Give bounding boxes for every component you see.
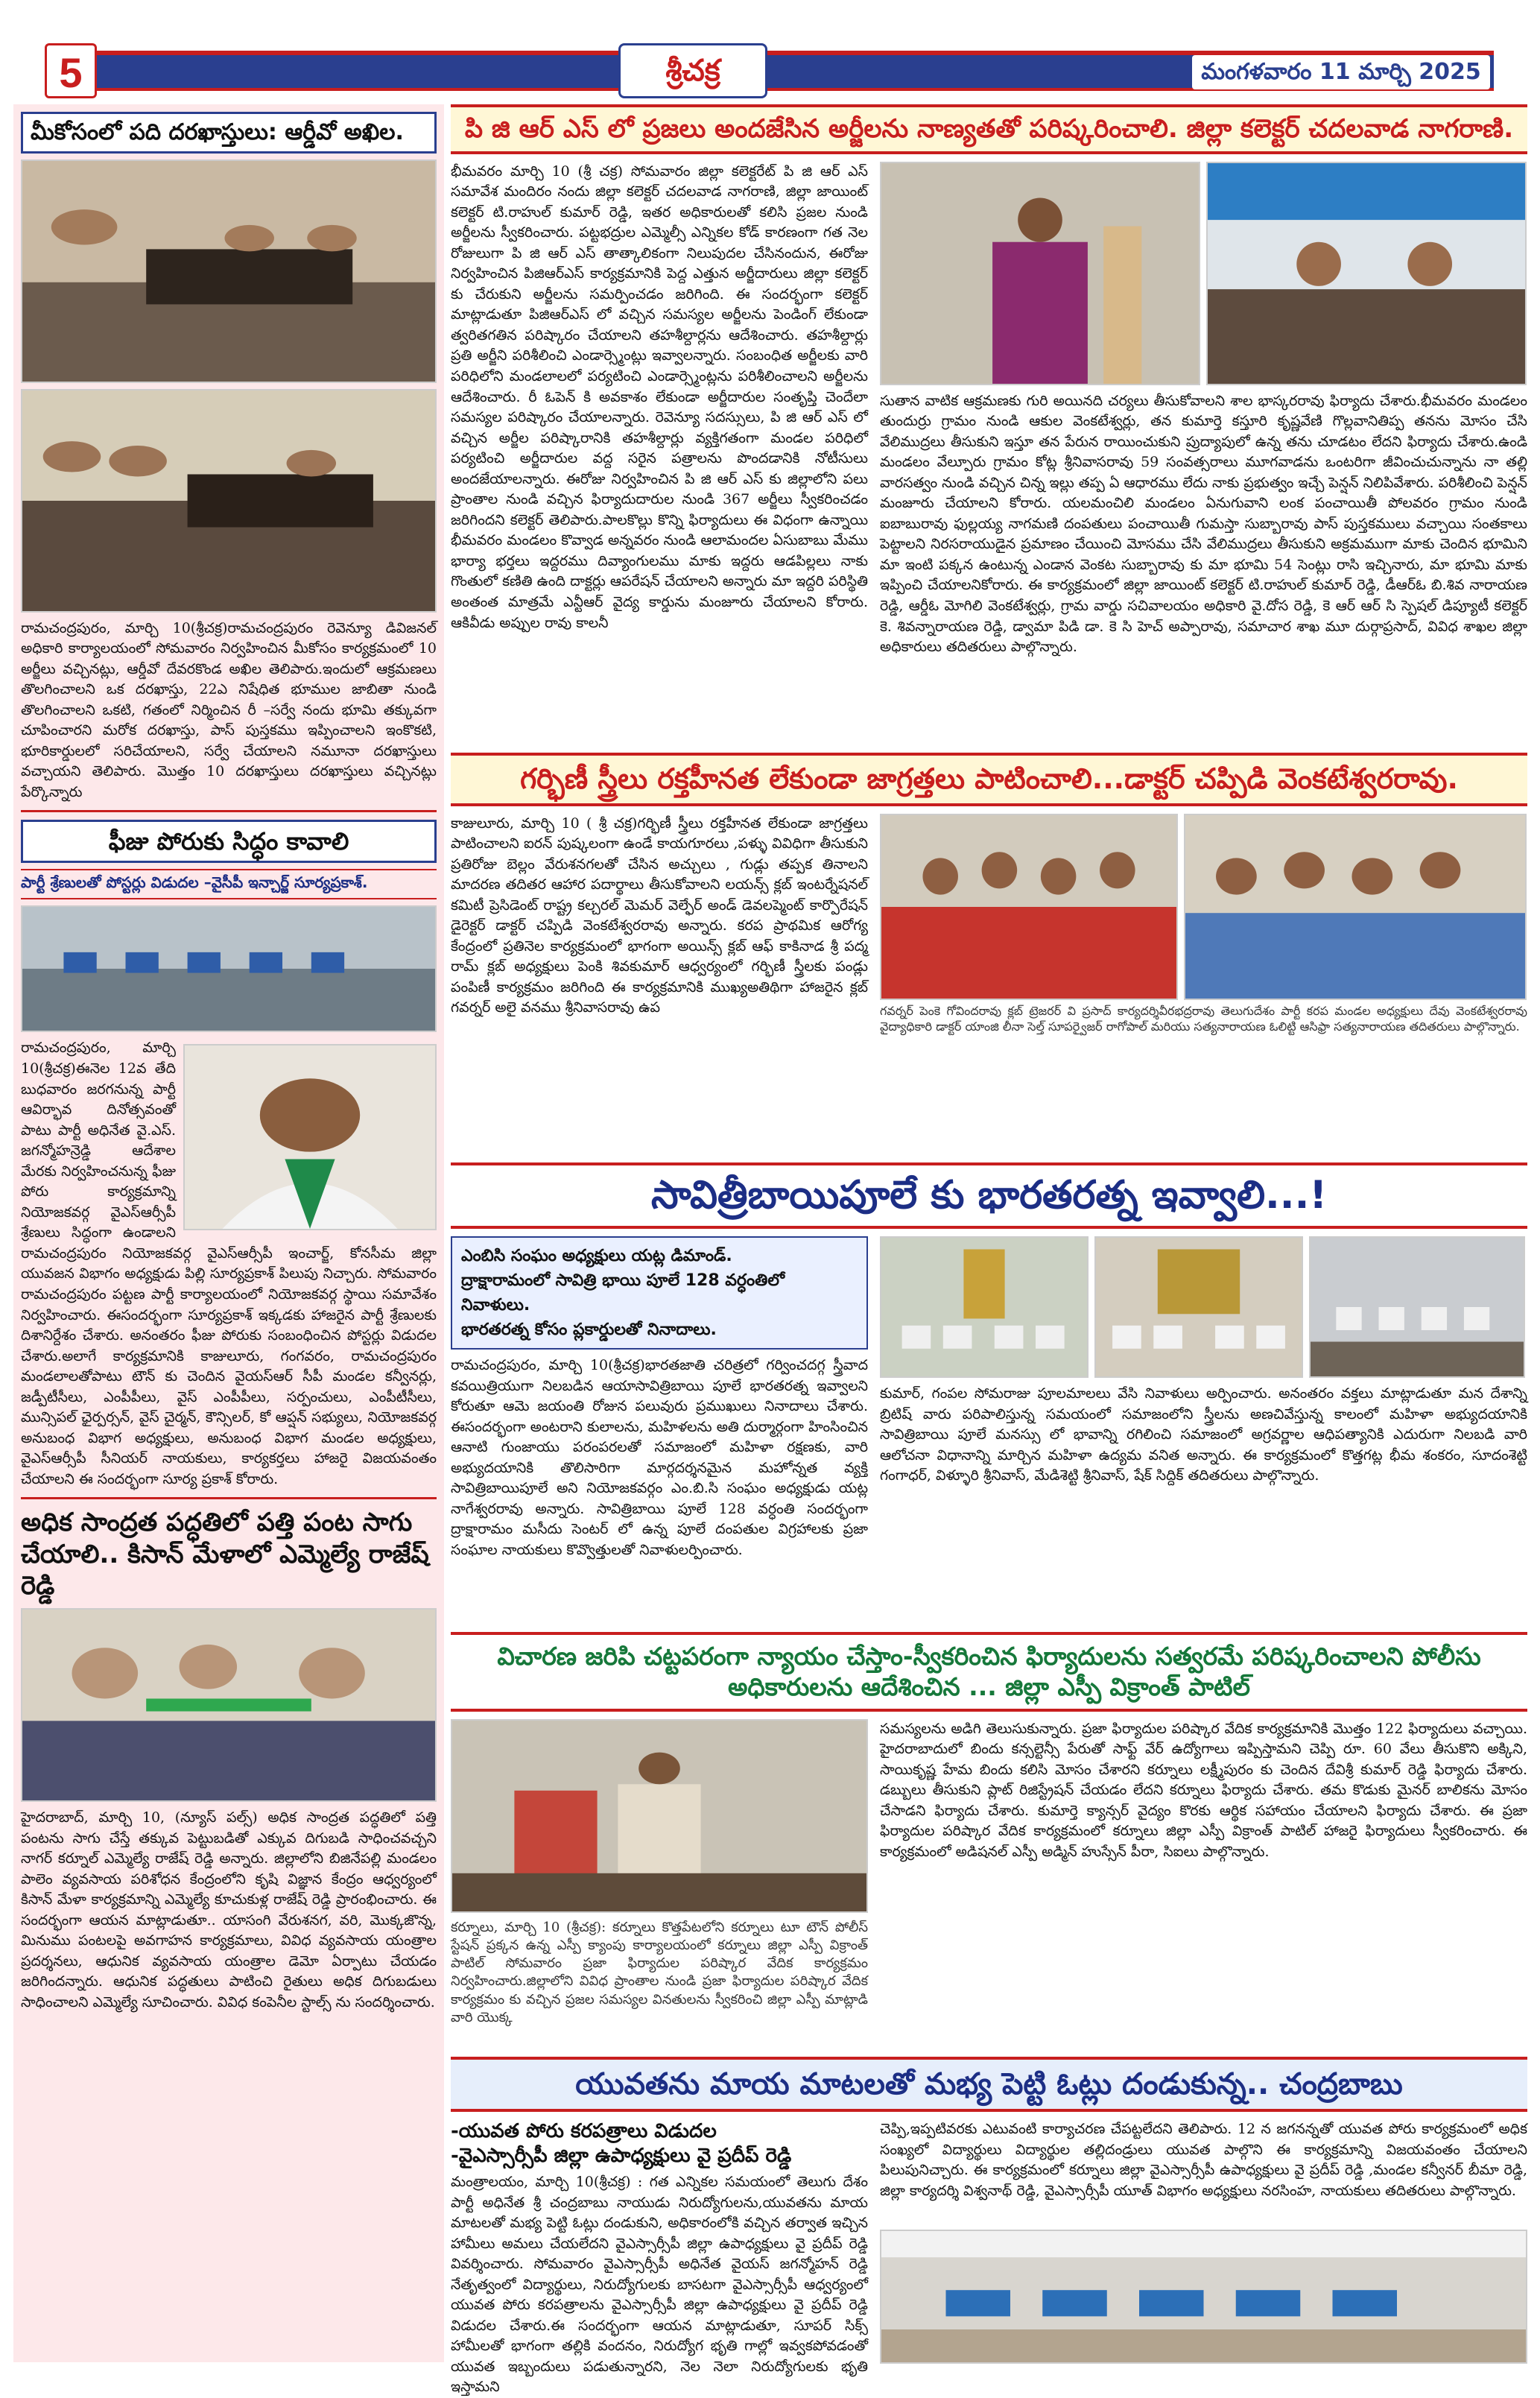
headline-banner bbox=[451, 1162, 1527, 1229]
subheadline: -యువత పోరు కరపత్రాలు విడుదల bbox=[451, 2120, 717, 2142]
photo bbox=[21, 905, 437, 1032]
left-story-1 bbox=[21, 112, 437, 803]
subheadline: పార్టీ శ్రేణులతో పోస్టర్లు విడుదల –వైసీపీ ఇన్చార్జ్ సూర్యప్రకాశ్. bbox=[21, 869, 437, 899]
headline-banner bbox=[451, 753, 1527, 806]
article-body: హైదరాబాద్, మార్చి 10, (న్యూస్ పల్స్) అధిక సాంద్రత పద్ధతిలో పత్తి పంటను సాగు చేస్తే తక్కువ పెట్టుబడితో ఎక్కువ దిగుబడి సాధించవచ్చని నాగర్ కర్నూల్ ఎమ్మెల్యే రాజేష్ రెడ్డి అన్నారు. జిల్లాలోని బిజినేపల్లి మండలం పాలెం వ్యవసాయ పరిశోధన కేంద్రంలోని కృషి విజ్ఞాన కేంద్రం ఆధ్వర్యంలో కిసాన్ మేళా కార్యక్రమాన్ని ఎమ్మెల్యే కూచుకుళ్ల రాజేష్ రెడ్డి ప్రారంభించారు. ఈ సందర్భంగా ఆయన మాట్లాడుతూ.. యాసంగి వేరుశనగ, వరి, మొక్కజొన్న, మినుము పంటలపై అవగాహన కార్యక్రమాలు, వివిధ వ్యవసాయ యంత్రాల ప్రదర్శనలు, ఆధునిక వ్యవసాయ యంత్రాల డెమో ఏర్పాటు చేయడం జరిగిందన్నారు. ఆధునిక పద్ధతులు పాటించి రైతులు అధిక దిగుబడులు సాధించాలని ఎమ్మెల్యే సూచించారు. వివిధ కంపెనీల స్టాల్స్ ను సందర్శించారు. bbox=[21, 1809, 437, 2011]
photo bbox=[880, 2230, 1527, 2364]
story-row bbox=[451, 1236, 1527, 1639]
headline-banner bbox=[451, 2057, 1527, 2112]
story-right bbox=[880, 814, 1527, 1134]
headline: మీకోసంలో పది దరఖాస్తులు: ఆర్డీవో అఖిల. bbox=[21, 112, 437, 154]
article-body: భీమవరం మార్చి 10 (శ్రీ చక్ర) సోమవారం జిల్లా కలెక్టరేట్ పి జి ఆర్ ఎస్ సమావేశ మందిరం నందు జిల్లా కలెక్టర్ చదలవాడ నాగరాణి, జిల్లా జాయింట్ కలెక్టర్ టి.రాహుల్ కుమార్ రెడ్డి, ఇతర అధికారులతో కలిసి ప్రజల నుండి అర్జీలను స్వీకరించారు. పట్టభద్రుల ఎమ్మెల్సీ ఎన్నికల కోడ్ కారణంగా గత నెల రోజులుగా పి జి ఆర్ ఎస్ తాత్కాలికంగా నిలుపుదల చేసినందున, ఈరోజు నిర్వహించిన పిజిఆర్ఎస్ కార్యక్రమానికి పెద్ద ఎత్తున అర్జీదారులు జిల్లా కలెక్టర్ కు చేరుకుని అర్జీలను సమర్పించడం జరిగింది. ఈ సందర్భంగా కలెక్టర్ మాట్లాడుతూ పిజిఆర్ఎస్ లో వచ్చిన సమస్యల అర్జీలను పెండింగ్ లేకుండా త్వరితగతిన పరిష్కారం చేయాలని తహశీల్దార్లను ఆదేశించారు. తహశీల్దార్లు ప్రతి అర్జీని పరిశీలించి ఎండార్స్మెంట్లు ఇవ్వాలన్నారు. సంబంధిత అర్జీలకు వారి పరిధిలోని మండలాలలో పర్యటించి ఎండార్స్మెంట్లను పరిశీలించాలని అర్జీలను ఆదేశించారు. రీ ఓపెన్ కి అవకాశం లేకుండా అర్జీదారుల సంతృప్తి చెందేలా సమస్యల పరిష్కారం చేయాలన్నారు. రెవెన్యూ సదస్సులు, పి జి ఆర్ ఎస్ లో వచ్చిన అర్జీల పరిష్కారానికి తహశీల్దార్లు వ్యక్తిగతంగా మండల పరిధిలో పర్యటించి అర్జీదారుల వద్ద సరైన పత్రాలను పొందడానికి నోటీసులు అందజేయాలన్నారు. ఈరోజు నిర్వహించిన పి జి ఆర్ ఎస్ కు జిల్లాలోని పలు ప్రాంతాల నుండి వచ్చిన ఫిర్యాదుదారుల నుండి 367 అర్జీలు స్వీకరించడం జరిగిందని కలెక్టర్ తెలిపారు.పాలకొల్లు కొన్ని ఫిర్యాదులు ఈ విధంగా ఉన్నాయి భీమవరం మండలం కొవ్వాడ అన్నవరం నుండి ఆలామందల ఏసుబాబు మేము భార్యా భర్తలు ఇద్దరము దివ్యాంగులము మాకు ఇద్దరు ఆడపిల్లలు నాకు గొంతులో కణితి ఉంది దాక్టర్లు ఆపరేషన్ చేయాలని అన్నారు మా ఇద్దరి పరిస్థితి అంతంత మాత్రమే ఎన్టీఆర్ వైద్య కార్డును మంజూరు చేయాలని కోరారు. ఆకివీడు అప్పుల రావు కాలనీ bbox=[451, 162, 868, 631]
story-right bbox=[880, 162, 1527, 743]
story-row bbox=[451, 2119, 1527, 2396]
article-body: కాజులూరు, మార్చి 10 ( శ్రీ చక్ర)గర్భిణీ స్త్రీలు రక్తహీనత లేకుండా జాగ్రత్తలు పాటించాలని ఐరన్ పుష్కలంగా ఉండే కాయగూరలు ,పళ్ళు వివిధిగా తీసుకుని ప్రతిరోజు బెల్లం వేరుశనగలతో చేసిన అచ్చులు , గుడ్లు తప్పక తినాలని మాదరణ తదితర ఆహార పదార్థాలు తీసుకోవాలని లయన్స్ క్లబ్ ఇంటర్నేషనల్ కమిటీ ప్రెసిడెంట్ రాష్ట్ర కల్చరల్ మెమర్ వెల్ఫేర్ అండ్ డెవలప్మెంట్ కార్పొరేషన్ డైరెక్టర్ డాక్టర్ చప్పిడి వెంకటేశ్వరరావు అన్నారు. కరప ప్రాథమిక ఆరోగ్య కేంద్రంలో ప్రతినెల కార్యక్రమంలో భాగంగా అయిన్స్ క్లబ్ ఆఫ్ కాకినాడ శ్రీ పద్మ రామ్ క్లబ్ అధ్యక్షులు పెంకి శివకుమార్ ఆధ్వర్యంలో గర్భిణీ స్త్రీలకు పండ్లు పంపిణీ కార్యక్రమం జరిగింది ఈ కార్యక్రమానికి ముఖ్యఅతిథిగా హాజరైన క్లబ్ గవర్నర్ అలై వనము శ్రీనివాసరావు ఉప bbox=[451, 814, 868, 1016]
headline: ఫీజు పోరుకు సిద్ధం కావాలి bbox=[21, 820, 437, 863]
highlight: భారతరత్న కోసం ప్లకార్డులతో నినాదాలు. bbox=[461, 1320, 717, 1339]
left-story-3 bbox=[21, 1507, 437, 2013]
photo bbox=[21, 159, 437, 383]
left-column bbox=[13, 104, 444, 2362]
headline: గర్భిణీ స్త్రీలు రక్తహీనత లేకుండా జాగ్రత్తలు పాటించాలి...డాక్టర్ చప్పిడి వెంకటేశ్వరరావు. bbox=[520, 762, 1458, 795]
headline-banner bbox=[451, 104, 1527, 154]
story-left bbox=[451, 1236, 868, 1639]
photo bbox=[21, 389, 437, 613]
story-right bbox=[880, 1236, 1527, 1639]
article-body: సమస్యలను అడిగి తెలుసుకున్నారు. ప్రజా ఫిర్యాదుల పరిష్కార వేదిక కార్యక్రమానికి మొత్తం 122 ఫిర్యాదులు వచ్చాయి. హైదరాబాదులో బిందు కన్సల్టెన్సీ పేరుతో సాఫ్ట్ వేర్ ఉద్యోగాలు ఇప్పిస్తామని చెప్పి రూ. 60 వేలు తీసుకొని అక్కిని, సాయికృష్ణ హేమ బిందు కలిసి మోసం చేశారని కర్నూలు లక్ష్మీపురం కు చెందిన దేవిశ్రీ కుమార్ రెడ్డి ఫిర్యాదు చేశారు. డబ్బులు తీసుకుని ప్లాట్ రిజిస్ట్రేషన్ చేయడం లేదని కర్నూలు ఫిర్యాదు చేశారు. తమ కొడుకు మైనర్ బాలికను మోసం చేసాడని ఫిర్యాదు చేశారు. కుమార్తె క్యాన్సర్ వైద్యం కొరకు ఆర్థిక సహాయం చేయాలని ఫిర్యాదు చేశారు. ఈ ప్రజా ఫిర్యాదుల పరిష్కార వేదిక కార్యక్రమంలో కర్నూలు జిల్లా ఎస్పీ విక్రాంత్ పాటిల్ హాజరై ఫిర్యాదులు స్వీకరించారు. ఈ కార్యక్రమంలో అడిషనల్ ఎస్పీ అడ్మిన్ హుస్సేన్ పీరా, సిఐలు పాల్గొన్నారు. bbox=[880, 1720, 1527, 1860]
photo bbox=[451, 1719, 868, 1913]
photo bbox=[1309, 1236, 1525, 1378]
main-story-3 bbox=[451, 1162, 1527, 1624]
main-area bbox=[451, 104, 1527, 2396]
portrait-photo bbox=[183, 1044, 437, 1230]
article-body-continued: చెప్పి,ఇప్పటివరకు ఎటువంటి కార్యాచరణ చేపట్టలేదని తెలిపారు. 12 న జగనన్నతో యువత పోరు కార్యక్రమంలో అధిక సంఖ్యలో విద్యార్థులు విద్యార్థుల తల్లిదండ్రులు యువత పాల్గొని ఈ కార్యక్రమాన్ని విజయవంతం చేయాలని పిలుపునిచ్చారు. ఈ కార్యక్రమంలో కర్నూలు జిల్లా వైఎస్సార్సీపీ ఉపాధ్యక్షులు వై ప్రదీప్ రెడ్డి ,మండల కన్వీనర్ బీమా రెడ్డి, జిల్లా కార్యదర్శి విశ్వనాథ్ రెడ్డి, వైఎస్సార్సీపీ యూత్ విభాగం అధ్యక్షులు నరసింహ, నాయకులు తదితరులు పాల్గొన్నారు. bbox=[880, 2121, 1527, 2199]
story-left bbox=[451, 1719, 868, 2077]
photo-caption: గవర్నర్ పెంకె గోవిందరావు క్లబ్ ట్రెజరర్ వి ప్రసాద్ కార్యదర్శివీరభద్రరావు తెలుగుదేశం పార్టీ కరప మండల అధ్యక్షులు దేవు వెంకటేశ్వరరావు వైద్యాధికారి డాక్టర్ యాంజి లీనా సెల్త్ సూపర్వైజర్ రాగోపాల్ మరియు సత్యనారాయణ ఓలిట్టి ఆసిఫ్రా సత్యనారాయణ తదితరులు పాల్గొన్నారు. bbox=[880, 1003, 1527, 1034]
photo bbox=[880, 814, 1178, 1000]
headline: పి జి ఆర్ ఎస్ లో ప్రజలు అందజేసిన అర్జీలను నాణ్యతతో పరిష్కరించాలి. జిల్లా కలెక్టర్ చదలవాడ నాగరాణి. bbox=[464, 114, 1514, 144]
page-number: 5 bbox=[45, 43, 97, 98]
newspaper-logo: శ్రీచక్ర bbox=[618, 43, 767, 98]
photo-row bbox=[880, 814, 1527, 1000]
main-story-2 bbox=[451, 753, 1527, 1155]
photo bbox=[880, 162, 1200, 385]
article-body: రామచంద్రపురం, మార్చి 10(శ్రీచక్ర)భారతజాతి చరిత్రలో గర్వించదగ్గ స్త్రీవాద కవయిత్రియుగా నిలబడిన ఆయాసావిత్రిబాయి పూలే భారతరత్న ఇవ్వాలని కోరుతూ ఆమె జయంతి రోజున పలువురు ప్రముఖులు నినాదాలు చేశారు. ఈసందర్భంగా అంటరాని కులాలను, మహిళలను అతి దుర్మార్గంగా హింసించిన ఆనాటి గుంజాయు పరంపరలతో సమాజంలో మహిళా రక్షణకు, వారి అభ్యుదయానికి తొలిసారిగా మార్గదర్శనమైన మహోన్నత వ్యక్తి సావిత్రిబాయిపూలే అని నియోజకవర్గం ఎం.బి.సి సంఘం అధ్యక్షుడు యట్ల నాగేశ్వరరావు అన్నారు. సావిత్రిబాయి పూలే 128 వర్ధంతి సందర్భంగా ద్రాక్షారామం మసీదు సెంటర్ లో ఉన్న పూలే దంపతుల విగ్రహాలకు ప్రజా సంఘాల నాయకులు కొవ్వొత్తులతో నివాళులర్పించారు. bbox=[451, 1357, 868, 1558]
main-story-4 bbox=[451, 1632, 1527, 2049]
photo-row bbox=[880, 162, 1527, 385]
photo bbox=[880, 1236, 1089, 1378]
left-story-2 bbox=[21, 820, 437, 1490]
highlight: ఎంబిసి సంఘం అధ్యక్షులు యట్ల డిమాండ్. bbox=[461, 1247, 732, 1265]
photo bbox=[1094, 1236, 1303, 1378]
subheadline: -వైఎస్సార్సీపీ జిల్లా ఉపాధ్యక్షులు వై ప్రదీప్ రెడ్డి bbox=[451, 2144, 792, 2167]
photo bbox=[1206, 162, 1527, 385]
headline: అధిక సాంద్రత పద్ధతిలో పత్తి పంట సాగు చేయాలి.. కిసాన్ మేళాలో ఎమ్మెల్యే రాజేష్ రెడ్డి bbox=[21, 1508, 429, 1601]
highlight: ద్రాక్షారామంలో సావిత్రి భాయి పూలే 128 వర్ధంతిలో నివాళులు. bbox=[461, 1271, 785, 1315]
divider bbox=[21, 1497, 437, 1499]
article-body-continued: కుమార్, గంపల సోమరాజు పూలమాలలు వేసి నివాళులు అర్పించారు. అనంతరం వక్తలు మాట్లాడుతూ మన దేశాన్ని బ్రిటిష్ వారు పరిపాలిస్తున్న సమయంలో సమాజంలోని స్త్రీలను అణచివేస్తున్న కాలంలో మహిళా అభ్యుదయానికి సావిత్రిబాయి పూలే మనస్సు లో భావాన్ని రగిలించి సమాజంలో అగ్రవర్ణాల ఆధిపత్యానికి ఎదురుగా నిలబడి వారి ఆలోచనా విధానాన్ని మార్చిన మహిళా ఉద్యమ వనిత అన్నారు. ఈ కార్యక్రమంలో కొత్తగట్ల భీమ శంకరం, సూదంశెట్టి గంగాధర్, విళ్ళూరి శ్రీనివాస్, మేడిశెట్టి శ్రీనివాస్, షేక్ సిద్దిక్ తదితరులు పాల్గొన్నారు. bbox=[880, 1385, 1527, 1484]
article-body: రామచంద్రపురం, మార్చి 10(శ్రీచక్ర)రామచంద్రపురం రెవెన్యూ డివిజనల్ అధికారి కార్యాలయంలో సోమవారం నిర్వహించిన మీకోసం కార్యక్రమంలో 10 అర్జీలు వచ్చినట్లు, ఆర్డీవో దేవరకొండ అఖిల తెలిపారు.ఇందులో ఆక్రమణలు తొలగించాలని ఒక దరఖాస్తు, 22ఎ నిషేధిత భూముల జాబితా నుండి తొలగించాలని ఒకటి, గతంలో నిర్మించిన రీ –సర్వే నందు భూమి తక్కువగా చూపించారని మరోక దరఖాస్తు, పాస్ పుస్తకము ఇప్పించాలని ఇంకొకటి, భూరికార్డులలో సరిచేయాలని, సర్వే చేయాలని నమూనా దరఖాస్తులు వచ్చాయని తెలిపారు. మొత్తం 10 దరఖాస్తులు దరఖాస్తులు వచ్చినట్లు పేర్కొన్నారు bbox=[21, 619, 437, 800]
photo bbox=[1184, 814, 1527, 1000]
headline: యువతను మాయ మాటలతో మభ్య పెట్టి ఓట్లు దండుకున్న.. చంద్రబాబు bbox=[575, 2067, 1403, 2101]
photo-row bbox=[880, 1236, 1527, 1378]
story-row bbox=[451, 162, 1527, 743]
story-left bbox=[451, 2119, 868, 2396]
article-body: మంత్రాలయం, మార్చి 10(శ్రీచక్ర) : గత ఎన్నికల సమయంలో తెలుగు దేశం పార్టీ అధినేత శ్రీ చంద్రబాబు నాయుడు నిరుద్యోగులను,యువతను మాయ మాటలతో మభ్య పెట్టి ఓట్లు దండుకుని, అధికారంలోకి వచ్చిన తర్వాత ఇచ్చిన హామీలు అమలు చేయలేదని వైఎస్సార్సీపీ జిల్లా ఉపాధ్యక్షులు వై ప్రదీప్ రెడ్డి వివర్శించారు. సోమవారం వైఎస్సార్సీపీ అధినేత వైయస్ జగన్మోహన్ రెడ్డి నేతృత్వంలో విద్యార్థులు, నిరుద్యోగులకు బాసటగా వైఎస్సార్సీపీ ఆధ్వర్యంలో యువత పోరు కరపత్రాలను వైఎస్సార్సీపీ జిల్లా ఉపాధ్యక్షులు వై ప్రదీప్ రెడ్డి విడుదల చేశారు.ఈ సందర్భంగా ఆయన మాట్లాడుతూ, సూపర్ సిక్స్ హామీలతో భాగంగా తల్లికి వందనం, నిరుద్యోగ భృతి గాల్లో ఇవ్వకపోవడంతో యువత ఇబ్బందులు పడుతున్నారని, నెల నెలా నిరుద్యోగులకు భృతి ఇస్తామని bbox=[451, 2174, 868, 2396]
photo bbox=[21, 1608, 437, 1802]
divider bbox=[21, 810, 437, 812]
headline-banner bbox=[451, 1632, 1527, 1712]
headline: సావిత్రీబాయిపూలే కు భారతరత్న ఇవ్వాలి...! bbox=[650, 1173, 1328, 1218]
story-row bbox=[451, 814, 1527, 1134]
headline: విచారణ జరిపి చట్టపరంగా న్యాయం చేస్తాం-స్వీకరించిన ఫిర్యాదులను సత్వరమే పరిష్కరించాలని పోలీసు అధికారులను ఆదేశించిన ... జిల్లా ఎస్పీ విక్రాంత్ పాటిల్ bbox=[497, 1642, 1481, 1702]
main-story-1 bbox=[451, 104, 1527, 745]
highlights-box bbox=[451, 1236, 868, 1350]
main-story-5 bbox=[451, 2057, 1527, 2396]
photo-caption: కర్నూలు, మార్చి 10 (శ్రీచక్ర): కర్నూలు కొత్తపేటలోని కర్నూలు టూ టౌన్ పోలీస్ స్టేషన్ ప్రక్కన ఉన్న ఎస్పీ క్యాంపు కార్యాలయంలో కర్నూలు జిల్లా ఎస్పీ విక్రాంత్ పాటిల్ సోమవారం ప్రజా ఫిర్యాదుల పరిష్కార వేదిక కార్యక్రమం నిర్వహించారు.జిల్లాలోని వివిధ ప్రాంతాల నుండి ప్రజా ఫిర్యాదుల పరిష్కార వేదిక కార్యక్రమం కు వచ్చిన ప్రజల సమస్యల వినతులను స్వీకరించి జిల్లా ఎస్పీ మాట్లాడి వారి యొక్క bbox=[451, 1919, 868, 2025]
article-body: రామచంద్రపురం, మార్చి 10(శ్రీచక్ర)ఈనెల 12వ తేది బుధవారం జరగనున్న పార్టీ ఆవిర్భావ దినోత్సవంతో పాటు పార్టీ అధినేత వై.ఎస్. జగన్మోహన్రెడ్డి ఆదేశాల మేరకు నిర్వహించనున్న ఫీజు పోరు కార్యక్రమాన్ని నియోజకవర్గ వైఎస్ఆర్సీపీ శ్రేణులు సిద్ధంగా ఉండాలని రామచంద్రపురం నియోజకవర్గ వైఎస్ఆర్సీపీ ఇంచార్జ్, కోనసీమ జిల్లా యువజన విభాగం అధ్యక్షుడు పిల్లి సూర్యప్రకాశ్ పిలుపు నిచ్చారు. సోమవారం రామచంద్రపురం పట్టణ పార్టీ కార్యాలయంలో నియోజకవర్గ స్థాయి సమావేశం నిర్వహించారు. ఈసందర్భంగా సూర్యప్రకాశ్ ఇక్కడకు హాజరైన పార్టీ శ్రేణులకు దిశానిర్దేశం చేశారు. అనంతరం ఫీజు పోరుకు సంబంధించిన పోస్టర్లు విడుదల చేశారు.అలాగే కార్యక్రమానికి కాజులూరు, గంగవరం, రామచంద్రపురం మండలాలతోపాటు టౌన్ కు చెందిన వైయస్ఆర్ సీపీ మండల కన్వీనర్లు, జడ్పీటీసీలు, ఎంపీపీలు, వైస్ ఎంపీపీలు, సర్పంచులు, ఎంపీటీసీలు, మున్సిపల్ ఛైర్పర్సన్, వైస్ చైర్మన్, కౌన్సిలర్, కో ఆప్షన్ సభ్యులు, నియోజకవర్గ అనుబంధ విభాగ అధ్యక్షులు, అనుబంధ విభాగ మండల అధ్యక్షులు, వైఎస్ఆర్సీపీ సీనియర్ నాయకులు, కార్యకర్తలు హాజరై విజయవంతం చేయాలని ఈ సందర్భంగా సూర్య ప్రకాశ్ కోరారు. bbox=[21, 1040, 437, 1487]
issue-date: మంగళవారం 11 మార్చి 2025 bbox=[1192, 55, 1490, 89]
story-row bbox=[451, 1719, 1527, 2077]
article-body-continued: సుతాన వాటిక ఆక్రమణకు గురి అయినది చర్యలు తీసుకోవాలని శాల భాస్కరరావు ఫిర్యాదు చేశారు.భీమవరం మండలం తుందుర్రు గ్రామం నుండి ఆకుల వెంకటేశ్వర్లు, తన కుమార్తె కస్తూరి కృష్ణవేణి గొల్లవానితిప్ప తనను మోసం చేసి వేలిముద్రలు తీసుకుని ఇస్తూ తన పేరున రాయించుకుని ప్రుద్యాపులో ఉన్న తను చూడటం లేదని ఫిర్యాదు చేశారు.ఉండి మండలం వేల్పూరు గ్రామం కోట్ల శ్రీనివాసరావు 59 సంవత్సరాలు మూగవాడను ఒంటరిగా జీవించుచున్నాను నా తల్లి వారసత్వం నుండి వచ్చిన చిన్న ఇల్లు తప్ప ఏ ఆధారము లేదు నాకు ప్రభుత్వం ఇచ్చే పెన్షన్ నిలిపివేశారు. పరిశీలించి పెన్షన్ మంజూరు చేయాలని కోరారు. యలమంచిలి మండలం ఏనుగువాని లంక పంచాయితీ పోలవరం గ్రామం నుండి ఐబాబురావు ఫుల్లయ్య నాగమణి దంపతులు పంచాయితీ గుమస్తా సుబ్బారావు పాస్ పుస్తకములు వచ్చాయి సంతకాలు పెట్టాలని నిరసరాయుడైన ప్రమాణం చేయించి మోసము చేసి వేలిముద్రలు తీసుకుని అక్రమముగా మాకు చెందిన భూమిని మా ఇంటి పక్కన ఉంటున్న ఎండాన వెంకట సుబ్బారావు కు మా భూమి 54 సెంట్లు రాసి ఇచ్చినారు, మా భూమి మాకు ఇప్పించి చేయాలనికోరారు. ఈ కార్యక్రమంలో జిల్లా జాయింట్ కలెక్టర్ టి.రాహుల్ కుమార్ రెడ్డి, డీఆర్ఓ బి.శివ నారాయణ రెడ్డి, ఆర్డీఓ మోగిలి వెంకటేశ్వర్లు, గ్రామ వార్డు సచివాలయం అధికారి వై.దోస రెడ్డి, కె ఆర్ ఆర్ సి స్పెషల్ డిప్యూటీ కలెక్టర్ కె. శివన్నారాయణ రెడ్డి, డ్వామా పిడి డా. కె సి హెచ్ అప్పారావు, సమాచార శాఖ మూ దుర్గాప్రసాద్, వివిధ శాఖల జిల్లా అధికారులు తదితరులు పాల్గొన్నారు. bbox=[880, 392, 1527, 656]
story-right bbox=[880, 2119, 1527, 2370]
